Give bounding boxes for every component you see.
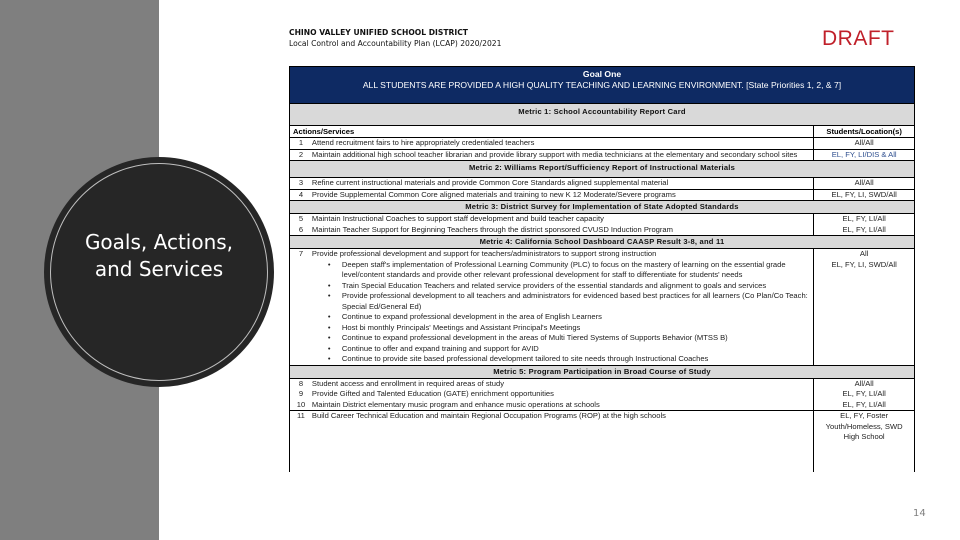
bullet-item: • Continue to provide site based professional development tailored to site needs through Instructional Coaches <box>342 354 809 365</box>
action-number: 8 <box>298 378 304 388</box>
action-text: Maintain additional high school teacher librarian and provide library support with media technicians at the elementary and secondary school sites <box>311 149 798 159</box>
table-row <box>290 389 914 400</box>
table-row <box>290 400 914 411</box>
action-number: 10 <box>296 399 306 409</box>
page-number: 14 <box>913 508 926 519</box>
action-number: 5 <box>298 214 304 223</box>
section-title-circle <box>44 157 274 387</box>
students-location-cell <box>813 411 914 472</box>
metric-header: Metric 3: District Survey for Implementation of State Adopted Standards <box>290 200 914 213</box>
action-number: 1 <box>298 138 304 147</box>
action-text: Attend recruitment fairs to hire appropriately credentialed teachers <box>311 138 535 147</box>
action-text: Build Career Technical Education and maintain Regional Occupation Programs (ROP) at the high schools <box>311 411 666 420</box>
bullet-item: • Train Special Education Teachers and related service providers of the essential standards and alignment to goals and services <box>342 281 809 292</box>
metric-header: Metric 4: California School Dashboard CAASP Result 3-8, and 11 <box>290 235 914 248</box>
action-bullet-list <box>312 260 809 365</box>
location: High School <box>843 432 885 441</box>
students-location-cell <box>813 249 914 365</box>
action-number: 2 <box>298 149 304 159</box>
students-location: EL, FY, Foster Youth/Homeless, SWD <box>825 411 903 431</box>
metric-header: Metric 2: Williams Report/Sufficiency Report of Instructional Materials <box>290 160 914 177</box>
action-text: Provide Supplemental Common Core aligned materials and training to new K 12 Moderate/Severe programs <box>311 189 676 199</box>
action-number: 6 <box>298 224 304 234</box>
bullet-item: • Continue to expand professional development in the area of English Learners <box>342 312 809 323</box>
goal-text: ALL STUDENTS ARE PROVIDED A HIGH QUALITY TEACHING AND LEARNING ENVIRONMENT. [State Priorities 1, 2, & 7] <box>362 80 842 90</box>
metric-header: Metric 1: School Accountability Report Card <box>290 103 914 125</box>
students-location: EL, FY, LI/All <box>813 214 914 225</box>
action-text: Maintain Teacher Support for Beginning Teachers through the district sponsored CVUSD Induction Program <box>311 224 673 234</box>
draft-stamp: DRAFT <box>822 27 895 50</box>
table-row <box>290 177 914 189</box>
bullet-item: • Deepen staff's implementation of Professional Learning Community (PLC) to focus on the mastery of learning on the essential grade level/content standards and provide other relevant professional development for staff to differentiate for students' needs <box>342 260 809 281</box>
goal-header <box>290 67 914 103</box>
action-number: 4 <box>298 189 304 199</box>
students-location-secondary: EL, FY, LI, SWD/All <box>831 259 897 269</box>
action-cell <box>312 249 813 365</box>
table-row <box>290 189 914 201</box>
plan-title: Local Control and Accountability Plan (LCAP) 2020/2021 <box>289 39 502 48</box>
students-location: EL, FY, LI/DIS & All <box>813 150 914 161</box>
table-row <box>290 410 914 472</box>
students-location: EL, FY, LI/All <box>813 389 914 400</box>
action-text: Student access and enrollment in required areas of study <box>311 378 504 388</box>
students-location: EL, FY, LI, SWD/All <box>813 190 914 201</box>
action-text: Maintain District elementary music program and enhance music operations at schools <box>311 399 600 409</box>
goal-label: Goal One <box>582 69 622 79</box>
table-row <box>290 213 914 225</box>
table-row <box>290 378 914 390</box>
action-text: Provide professional development and support for teachers/administrators to support strong instruction <box>311 249 657 258</box>
students-location: All/All <box>813 178 914 189</box>
students-location: All/All <box>813 138 914 149</box>
column-header-students: Students/Location(s) <box>813 126 914 137</box>
column-header-actions: Actions/Services <box>293 127 355 136</box>
table-row <box>290 225 914 236</box>
bullet-item: • Provide professional development to all teachers and administrators for evidenced based best practices for all learners (Co Plan/Co Teach: Special Ed/General Ed) <box>342 291 809 312</box>
district-name: CHINO VALLEY UNIFIED SCHOOL DISTRICT <box>289 28 468 37</box>
students-location: All <box>859 249 869 258</box>
students-location: All/All <box>813 379 914 390</box>
document-header <box>289 27 689 49</box>
table-row <box>290 149 914 161</box>
table-row <box>290 137 914 149</box>
bullet-item: • Continue to expand professional development in the areas of Multi Tiered Systems of Supports Behavior (MTSS B) <box>342 333 809 344</box>
table-row <box>290 248 914 365</box>
section-title: Goals, Actions, and Services <box>84 230 234 281</box>
action-number: 7 <box>298 249 304 258</box>
bullet-item: • Host bi monthly Principals' Meetings and Assistant Principal's Meetings <box>342 323 809 334</box>
action-text: Refine current instructional materials and provide Common Core Standards aligned supplemental material <box>311 178 669 187</box>
students-location: EL, FY, LI/All <box>813 225 914 236</box>
action-number: 9 <box>298 389 304 398</box>
students-location: EL, FY, LI/All <box>813 400 914 411</box>
action-number: 11 <box>297 411 305 420</box>
bullet-item: • Continue to offer and expand training and support for AVID <box>342 344 809 355</box>
action-number: 3 <box>298 178 304 187</box>
metric-header: Metric 5: Program Participation in Broad Course of Study <box>290 365 914 378</box>
column-header-row <box>290 125 914 137</box>
action-text: Provide Gifted and Talented Education (GATE) enrichment opportunities <box>311 389 554 398</box>
lcap-goal-table <box>289 66 915 472</box>
action-text: Maintain Instructional Coaches to support staff development and build teacher capacity <box>311 214 604 223</box>
